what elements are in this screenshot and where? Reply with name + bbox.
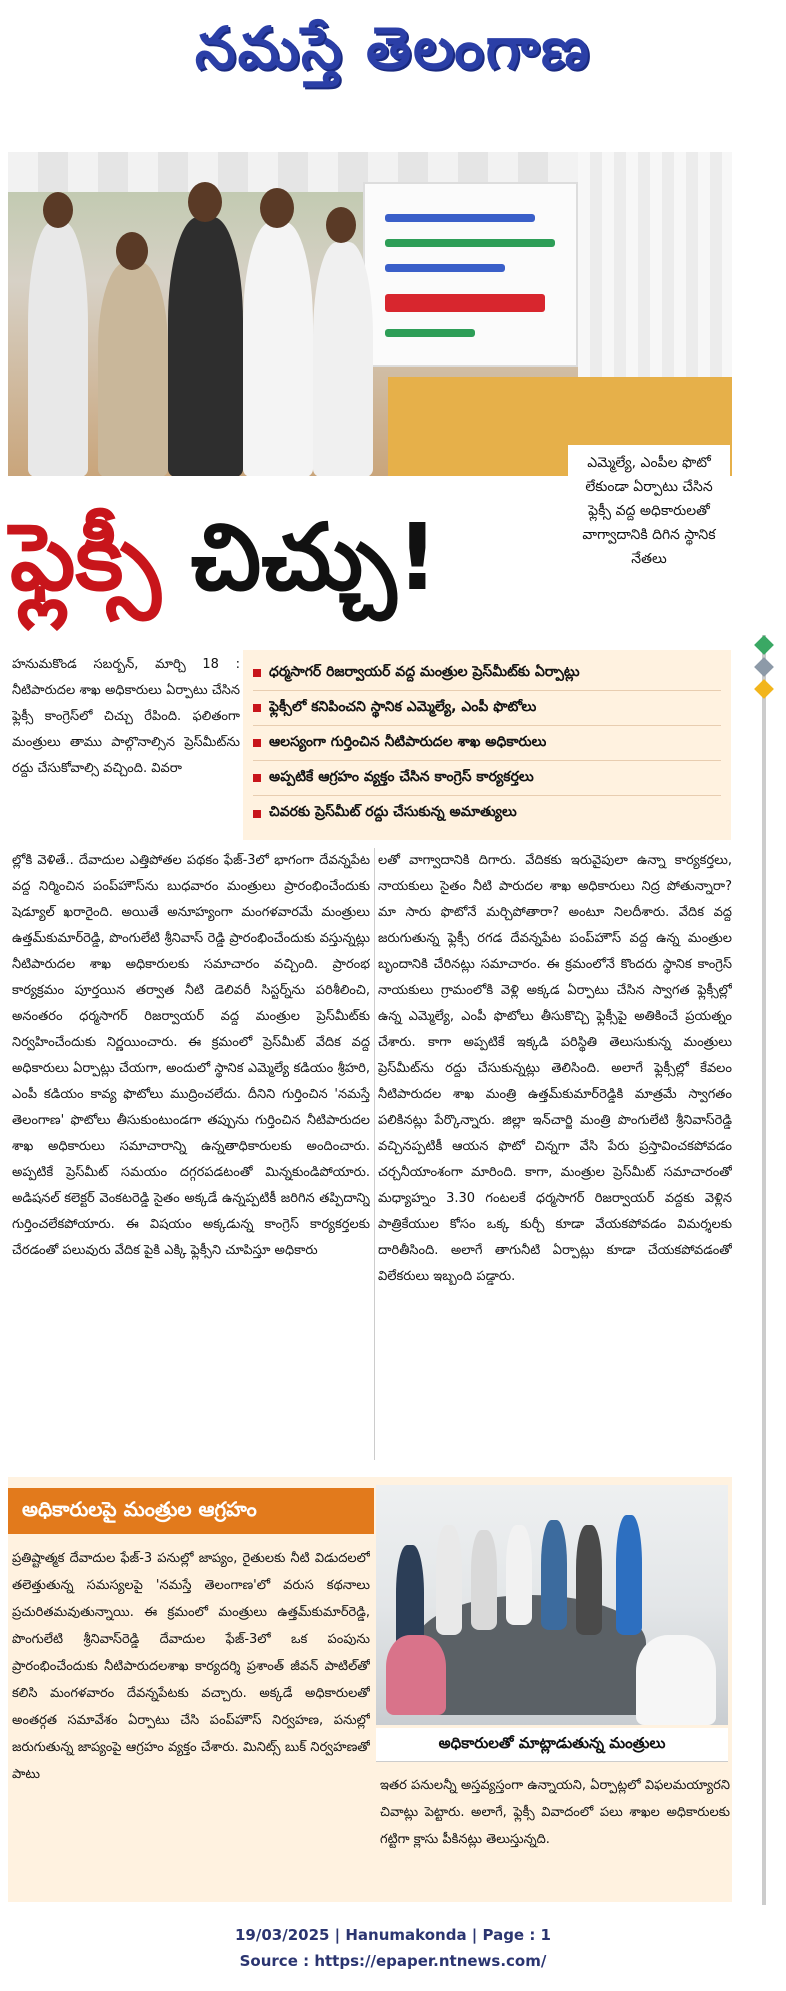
side-story-heading-text: అధికారులపై మంత్రుల ఆగ్రహం <box>22 1496 257 1521</box>
meeting-photo-caption <box>376 1728 728 1762</box>
page-footer <box>0 1922 786 1978</box>
meeting-photo-caption-text: అధికారులతో మాట్లాడుతున్న మంత్రులు <box>438 1733 666 1752</box>
top-photo-caption <box>568 445 730 635</box>
bullet-square-icon <box>253 810 261 818</box>
bullet-square-icon <box>253 669 261 677</box>
footer-source-line: Source : https://epaper.ntnews.com/ <box>239 1952 547 1970</box>
meeting-photo <box>376 1485 728 1725</box>
bullet-square-icon <box>253 739 261 747</box>
masthead <box>0 0 786 110</box>
headline-part-1: ఫ్లెక్సీ <box>10 503 161 611</box>
headline <box>10 470 570 645</box>
headline-part-2: చిచ్చు! <box>190 503 439 611</box>
yellow-diamond-icon <box>754 679 774 699</box>
page-sidebar-rule <box>762 635 766 1905</box>
grey-diamond-icon <box>754 657 774 677</box>
highlight-item: ధర్మసాగర్ రిజర్వాయర్ వద్ద మంత్రుల ప్రెస్‌మీట్‌కు ఏర్పాట్లు <box>253 656 721 691</box>
column-divider <box>374 848 375 1460</box>
highlight-item: అప్పటికే ఆగ్రహం వ్యక్తం చేసిన కాంగ్రెస్ కార్యకర్తలు <box>253 761 721 796</box>
side-story-text-left: ప్రతిష్టాత్మక దేవాదుల ఫేజ్-3 పనుల్లో జాప్యం, రైతులకు నీటి విడుదలలో తలెత్తుతున్న సమస్యలపై 'నమస్తే తెలంగాణ'లో వరుస కథనాలు ప్రచురితమవుతున్నాయి. ఈ క్రమంలో మంత్రులు ఉత్తమ్‌కుమార్‌రెడ్డి, పొంగులేటి శ్రీనివాస్‌రెడ్డి దేవాదుల ఫేజ్-3లో ఒక పంపును ప్రారంభించేందుకు నీటిపారుదలశాఖ కార్యదర్శి ప్రశాంత్ జీవన్ పాటిల్‌తో కలిసి మంగళవారం దేవన్నపేటకు వచ్చారు. అక్కడే అధికారులతో అంతర్గత సమావేశం ఏర్పాటు చేసి పంప్‌హౌస్ నిర్వహణ, పనుల్లో జరుగుతున్న జాప్యంపై ఆగ్రహం వ్యక్తం చేశారు. మినిట్స్ బుక్ నిర్వహణతో పాటు <box>12 1551 370 1782</box>
top-photo-caption-text: ఎమ్మెల్యే, ఎంపీల ఫొటో లేకుండా ఏర్పాటు చేసిన ఫ్లెక్సీ వద్ద అధికారులతో వాగ్వాదానికి దిగిన స్థానిక నేతలు <box>582 455 716 567</box>
top-news-photo <box>8 152 732 476</box>
highlights-box <box>243 650 731 840</box>
bullet-square-icon <box>253 704 261 712</box>
side-story-heading <box>8 1488 374 1534</box>
bullet-square-icon <box>253 774 261 782</box>
article-column-right: లతో వాగ్వాదానికి దిగారు. వేదికకు ఇరువైపులా ఉన్నా కార్యకర్తలు, నాయకులు సైతం నీటి పారుదల శాఖ అధికారులు నిద్ర పోతున్నారా? మా సారు ఫొటోనే మర్చిపోతారా? అంటూ నిలదీశారు. వేదిక వద్ద జరుగుతున్న ఫ్లెక్సీ రగడ దేవన్నపేట పంప్‌హౌస్ వద్ద ఉన్న మంత్రుల బృందానికి చేరినట్లు సమాచారం. ఈ క్రమంలోనే కొందరు స్థానిక కాంగ్రెస్ నాయకులు గ్రామంలోకి వెళ్లి అక్కడ ఏర్పాటు చేసిన స్వాగత ఫ్లెక్సీల్లో ఉన్న ఎమ్మెల్యే, ఎంపీ ఫొటోలు తీసుకొచ్చి ఫ్లెక్సీపై అతికించే ప్రయత్నం చేశారు. కాగా అప్పటికే ఇక్కడి పరిస్థితి తెలుసుకున్న మంత్రులు ప్రెస్‌మీట్‌ను రద్దు చేసుకున్నట్లు తెలిసింది. అలాగే ఫ్లెక్సీల్లో కేవలం నీటిపారుదల శాఖ మంత్రి ఉత్తమ్‌కుమార్‌రెడ్డికి మాత్రమే స్వాగతం పలికినట్లు పేర్కొన్నారు. జిల్లా ఇన్‌చార్జి మంత్రి పొంగులేటి శ్రీనివాస్‌రెడ్డి వచ్చినప్పటికీ ఆయన ఫొటో చిన్నగా వేసి పేరు ప్రస్తావించకపోవడం చర్చనీయాంశంగా మారింది. కాగా, మంత్రుల ప్రెస్‌మీట్ సమాచారంతో మధ్యాహ్నం 3.30 గంటలకే ధర్మసాగర్ రిజర్వాయర్ వద్దకు వెళ్లిన పాత్రికేయుల కోసం ఒక్క కుర్చీ కూడా వేయకపోవడం విమర్శలకు దారితీసింది. అలాగే తాగునీటి ఏర్పాట్లు కూడా చేయకపోవడంతో విలేకరులు ఇబ్బంది పడ్డారు. <box>378 853 732 1284</box>
masthead-title: నమస్తే తెలంగాణ <box>195 13 591 82</box>
article-column-left: ల్లోకి వెళితే.. దేవాదుల ఎత్తిపోతల పథకం ఫేజ్-3లో భాగంగా దేవన్నపేట వద్ద నిర్మించిన పంప్‌హౌస్‌ను బుధవారం మంత్రులు ప్రారంభించేందుకు షెడ్యూల్ ఖరారైంది. అయితే అనూహ్యంగా మంగళవారమే మంత్రులు ఉత్తమ్‌కుమార్‌రెడ్డి, పొంగులేటి శ్రీనివాస్ రెడ్డి ప్రారంభించేందుకు వస్తున్నట్లు నీటిపారుదల శాఖ అధికారులకు సమాచారం వచ్చింది. ప్రారంభ కార్యక్రమం పూర్తయిన తర్వాత నీటి డెలివరీ సిస్టర్న్‌ను పరిశీలించి, అనంతరం ధర్మసాగర్ రిజర్వాయర్ వద్ద మంత్రుల ప్రెస్‌మీట్‌కు నిర్వహించేందుకు నిర్ణయించారు. ఈ క్రమంలో ప్రెస్‌మీట్ వేదిక వద్ద అధికారులు ఏర్పాట్లు చేయగా, అందులో స్థానిక ఎమ్మెల్యే కడియం శ్రీహరి, ఎంపీ కడియం కావ్య ఫొటోలు ముద్రించలేదు. దీనిని గుర్తించిన 'నమస్తే తెలంగాణ' ఫొటోలు తీసుకుంటుండగా తప్పును గుర్తించిన నీటిపారుదల శాఖ అధికారులు సమాచారాన్ని ఉన్నతాధికారులకు అందించారు. అప్పటికే ప్రెస్‌మీట్ సమయం దగ్గరపడటంతో మిన్నకుండిపోయారు. అడిషనల్ కలెక్టర్ వెంకటరెడ్డి సైతం అక్కడే ఉన్నప్పటికీ జరిగిన తప్పిదాన్ని గుర్తించలేకపోయారు. ఈ విషయం అక్కడున్న కాంగ్రెస్ కార్యకర్తలకు చేరడంతో పలువురు వేదిక పైకి ఎక్కి ఫ్లెక్సీని చూపిస్తూ అధికారు <box>12 853 370 1258</box>
side-story-text-right: ఇతర పనులన్నీ అస్తవ్యస్తంగా ఉన్నాయని, ఏర్పాట్లలో విఫలమయ్యారని చివాట్లు పెట్టారు. అలాగే, ఫ్లెక్సీ వివాదంలో పలు శాఖల అధికారులకు గట్టిగా క్లాసు పీకినట్లు తెలుస్తున్నది. <box>380 1778 730 1847</box>
highlight-item: చివరకు ప్రెస్‌మీట్ రద్దు చేసుకున్న అమాత్యులు <box>253 796 721 831</box>
green-diamond-icon <box>754 635 774 655</box>
highlight-item: ఆలస్యంగా గుర్తించిన నీటిపారుదల శాఖ అధికారులు <box>253 726 721 761</box>
footer-date-line: 19/03/2025 | Hanumakonda | Page : 1 <box>234 1926 551 1944</box>
highlight-item: ఫ్లెక్సీలో కనిపించని స్థానిక ఎమ్మెల్యే, ఎంపీ ఫొటోలు <box>253 691 721 726</box>
article-intro: హనుమకొండ సబర్బన్, మార్చి 18 : నీటిపారుదల శాఖ అధికారులు ఏర్పాటు చేసిన ఫ్లెక్సీ కాంగ్రెస్‌లో చిచ్చు రేపింది. ఫలితంగా మంత్రులు తాము పాల్గొనాల్సిన ప్రెస్‌మీట్‌ను రద్దు చేసుకోవాల్సి వచ్చింది. వివరా <box>12 657 240 776</box>
